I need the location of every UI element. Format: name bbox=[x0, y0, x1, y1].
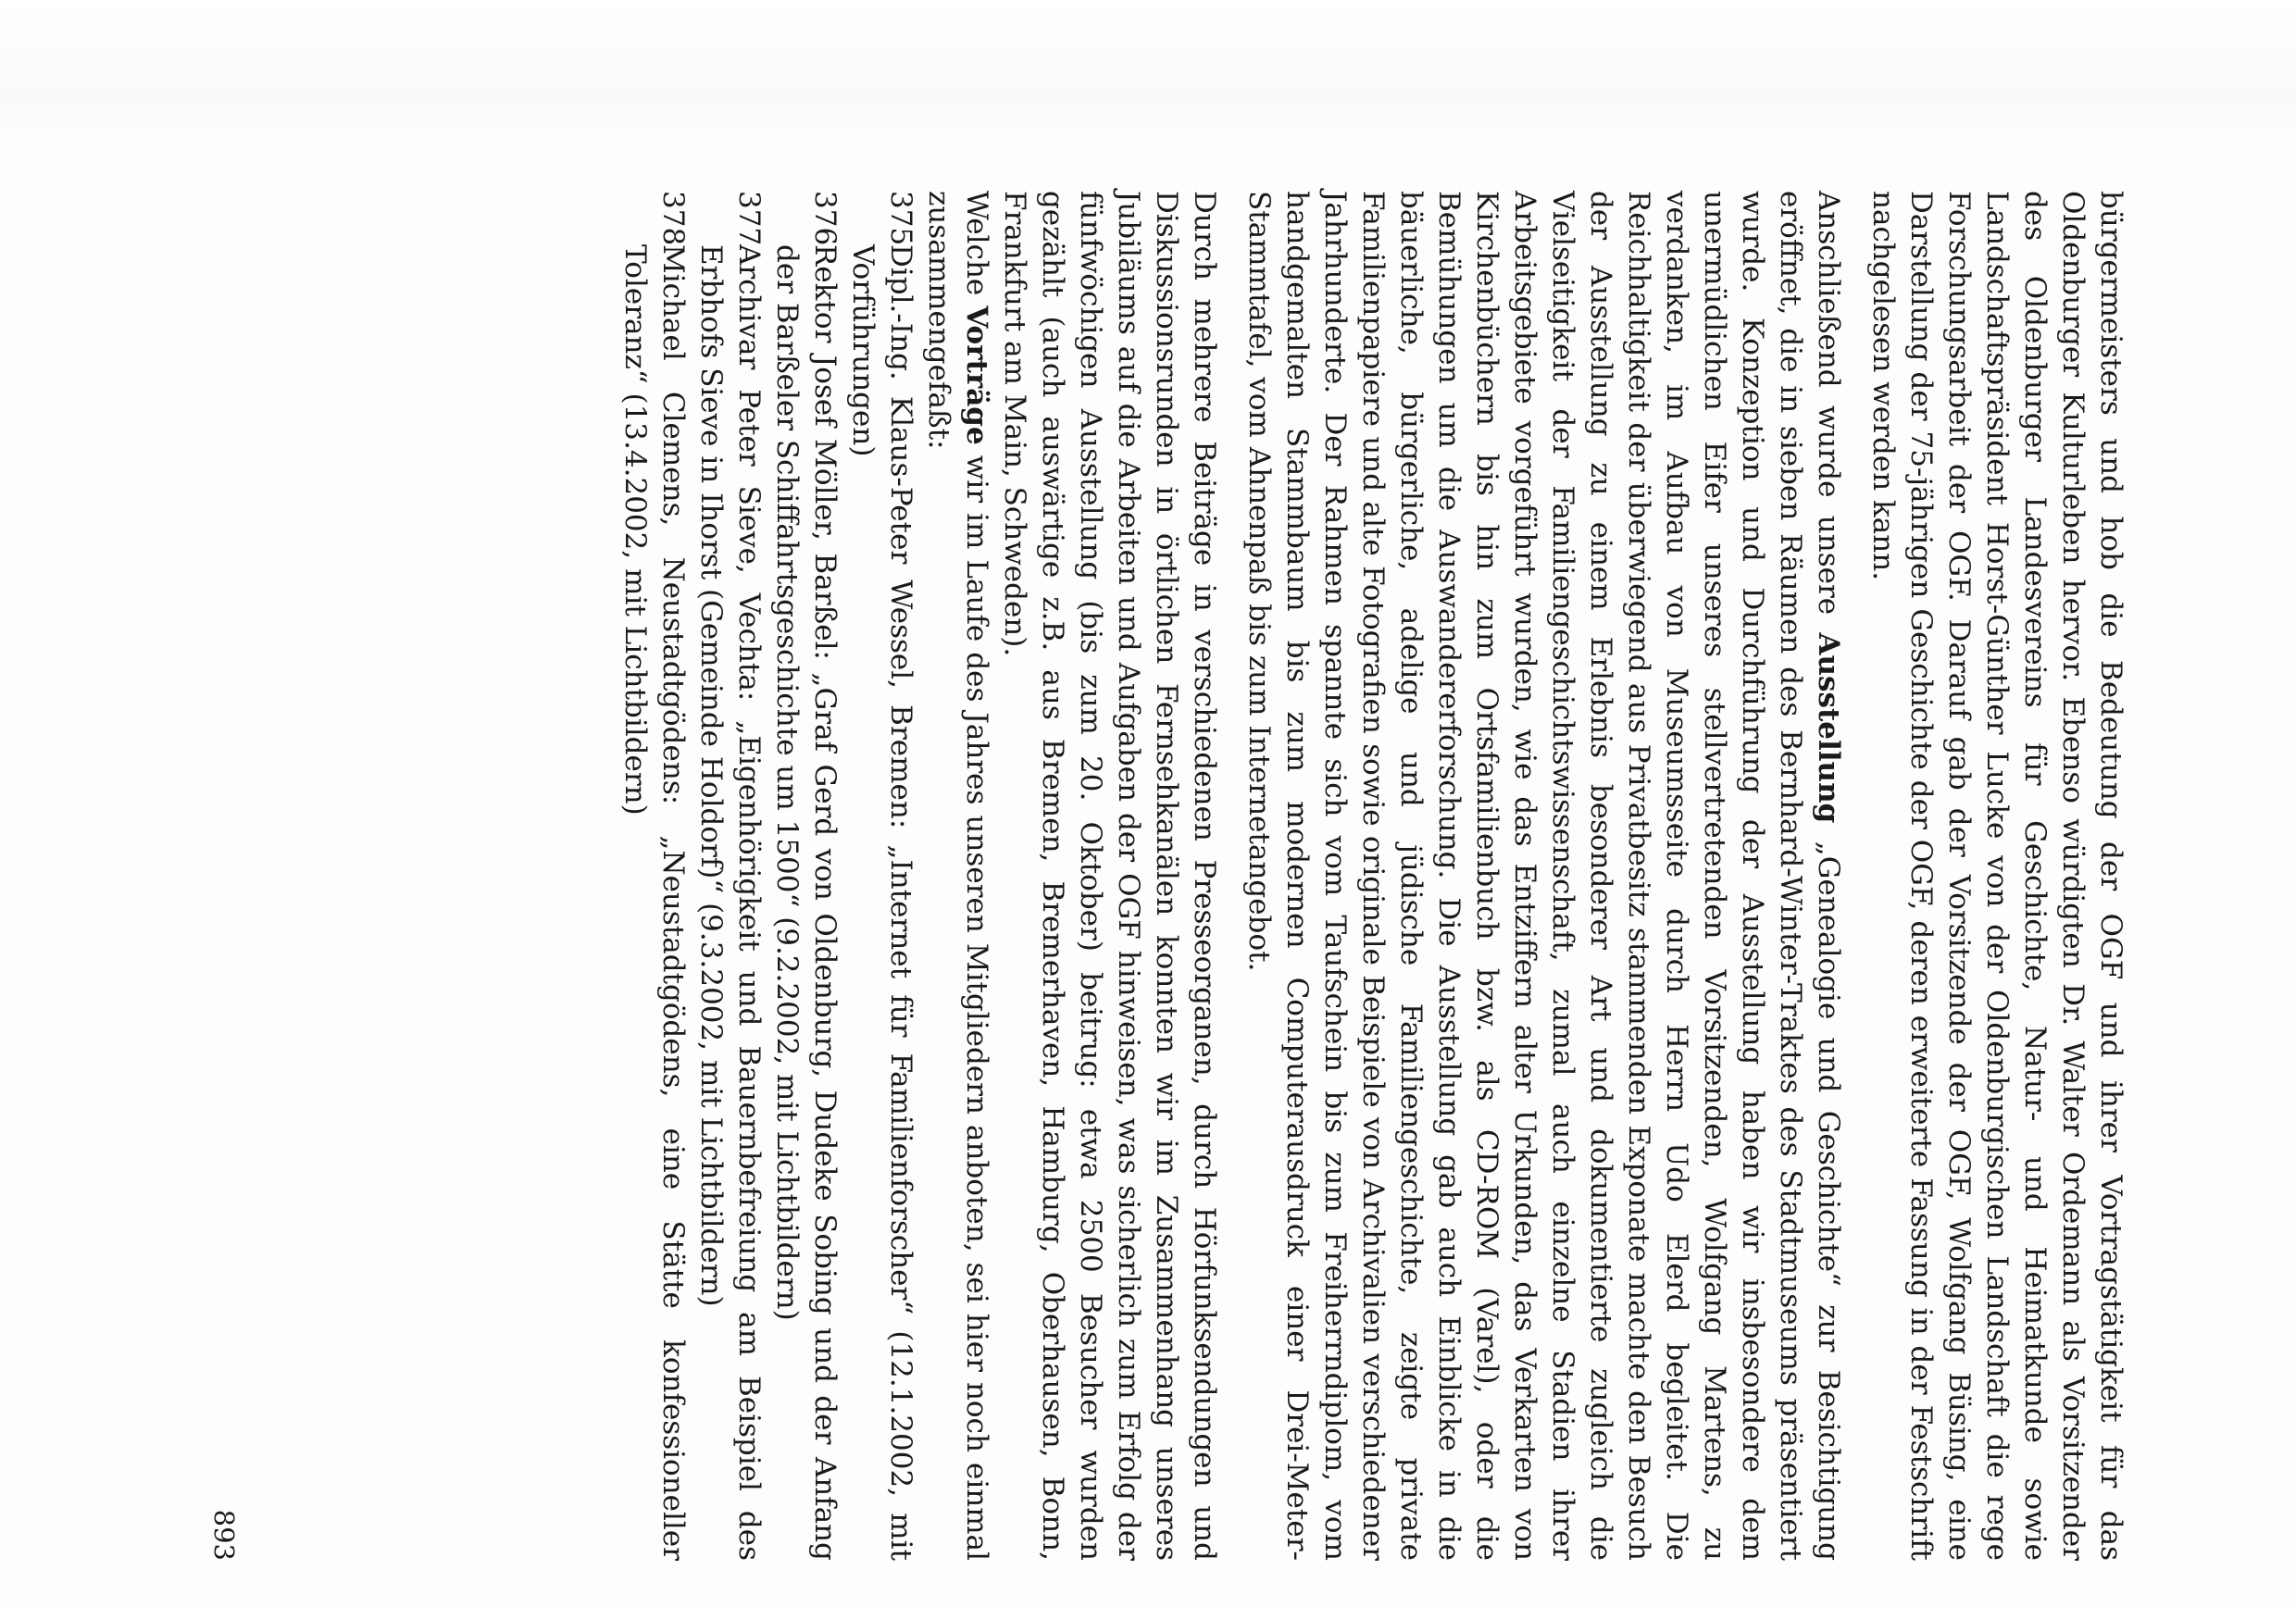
lecture-text: Dipl.-Ing. Klaus-Peter Wessel, Bremen: „Internet für Familienforscher“ (12.1.2002, mit Vorführungen) bbox=[846, 244, 917, 1561]
lecture-item bbox=[616, 191, 692, 1561]
lecture-number: 378 bbox=[656, 191, 690, 246]
lecture-item bbox=[767, 191, 843, 1561]
body-text bbox=[616, 191, 2129, 1561]
lecture-text: Rektor Josef Möller, Barßel: „Graf Gerd von Oldenburg, Dudeke Sobing und der Anfang der Barßeler Schiffahrtsgeschichte um 1500“ (9.2.2002, mit Lichtbildern) bbox=[770, 244, 842, 1561]
paragraph-press: Durch mehrere Beiträge in verschiedenen Presseorganen, durch Hörfunksendungen und Diskussionsrunden in örtlichen Fernsehkanälen konnten wir im Zusammenhang unseres Jubiläums auf die Arbeiten und Aufgaben der OGF hinweisen, was sicherlich zum Erfolg der fünfwöchigen Ausstellung (bis zum 20. Oktober) beitrug: etwa 2500 Besucher wurden gezählt (auch auswärtige z.B. aus Bremen, Bremerhaven, Hamburg, Oberhausen, Bonn, Frankfurt am Main, Schweden). bbox=[998, 191, 1221, 1561]
paragraph-lectures-intro bbox=[919, 191, 995, 1561]
page-number: 893 bbox=[208, 1509, 240, 1561]
lecture-list bbox=[616, 191, 919, 1561]
keyword-vortraege: Vorträge bbox=[960, 305, 993, 445]
lecture-number: 375 bbox=[884, 191, 917, 246]
document-page bbox=[185, 191, 2129, 1561]
paragraph-exhibition bbox=[1240, 191, 1847, 1561]
paragraph-opening: bürgermeisters und hob die Bedeutung der OGF und ihrer Vortragstätigkeit für das Oldenburger Kulturleben hervor. Ebenso würdigten Dr. Walter Ordemann als Vorsitzender des Oldenburger Landesvereins für Geschichte, Natur- und Heimatkunde sowie Landschaftspräsident Horst-Günther Lucke von der Oldenburgischen Landschaft die rege Forschungsarbeit der OGF. Darauf gab der Vorsitzende der OGF, Wolfgang Büsing, eine Darstellung der 75-jährigen Geschichte der OGF, deren erweiterte Fassung in der Festschrift nachgelesen werden kann. bbox=[1866, 191, 2128, 1561]
lecture-text: Archivar Peter Sieve, Vechta: „Eigenhörigkeit und Bauernbefreiung am Beispiel des Erbhofs Sieve in Ihorst (Gemeinde Holdorf)“ (9.3.2002, mit Lichtbildern) bbox=[694, 244, 766, 1561]
keyword-ausstellung: Ausstellung bbox=[1812, 632, 1845, 824]
paragraph-exhibition-lead: Anschließend wurde unsere bbox=[1812, 191, 1845, 633]
lecture-item bbox=[692, 191, 767, 1561]
paragraph-lectures-body: wir im Laufe des Jahres unseren Mitgliedern anboten, sei hier noch einmal zusammengefaßt: bbox=[922, 191, 993, 1561]
lecture-text: Michael Clemens, Neustadtgödens: „Neustadtgödens, eine Stätte konfessioneller Toleranz“ (13.4.2002, mit Lichtbildern) bbox=[618, 244, 690, 1561]
lecture-number: 377 bbox=[732, 191, 766, 246]
paragraph-lectures-lead: Welche bbox=[960, 191, 993, 306]
lecture-number: 376 bbox=[808, 191, 842, 246]
lecture-item bbox=[843, 191, 919, 1561]
paragraph-exhibition-body: „Genealogie und Geschichte“ zur Besichtigung eröffnet, die in sieben Räumen des Bernhard-Winter-Traktes des Stadtmuseums präsentiert wurde. Konzeption und Durchführung der Ausstellung haben wir insbesondere dem unermüdlichen Eifer unseres stellvertretenden Vorsitzenden, Wolfgang Martens, zu verdanken, im Aufbau von Museumsseite durch Herrn Udo Elerd begleitet. Die Reichhaltigkeit der überwiegend aus Privatbesitz stammenden Exponate machte den Besuch der Ausstellung zu einem Erlebnis besonderer Art und dokumentierte zugleich die Vielseitigkeit der Familiengeschichtswissenschaft, zumal auch einzelne Stadien ihrer Arbeitsgebiete vorgeführt wurden, wie das Entziffern alter Urkunden, das Verkarten von Kirchenbüchern bis hin zum Ortsfamilienbuch bzw. als CD-ROM (Varel), oder die Bemühungen um die Auswandererforschung. Die Ausstellung gab auch Einblicke in die bäuerliche, bürgerliche, adelige und jüdische Familiengeschichte, zeigte private Familienpapiere und alte Fotografien sowie originale Beispiele von Archivalien verschiedener Jahrhunderte. Der Rahmen spannte sich vom Taufschein bis zum Freiherrndiplom, vom handgemalten Stammbaum bis zum modernen Computerausdruck einer Drei-Meter-Stammtafel, vom Ahnenpaß bis zum Internetangebot. bbox=[1242, 191, 1845, 1561]
